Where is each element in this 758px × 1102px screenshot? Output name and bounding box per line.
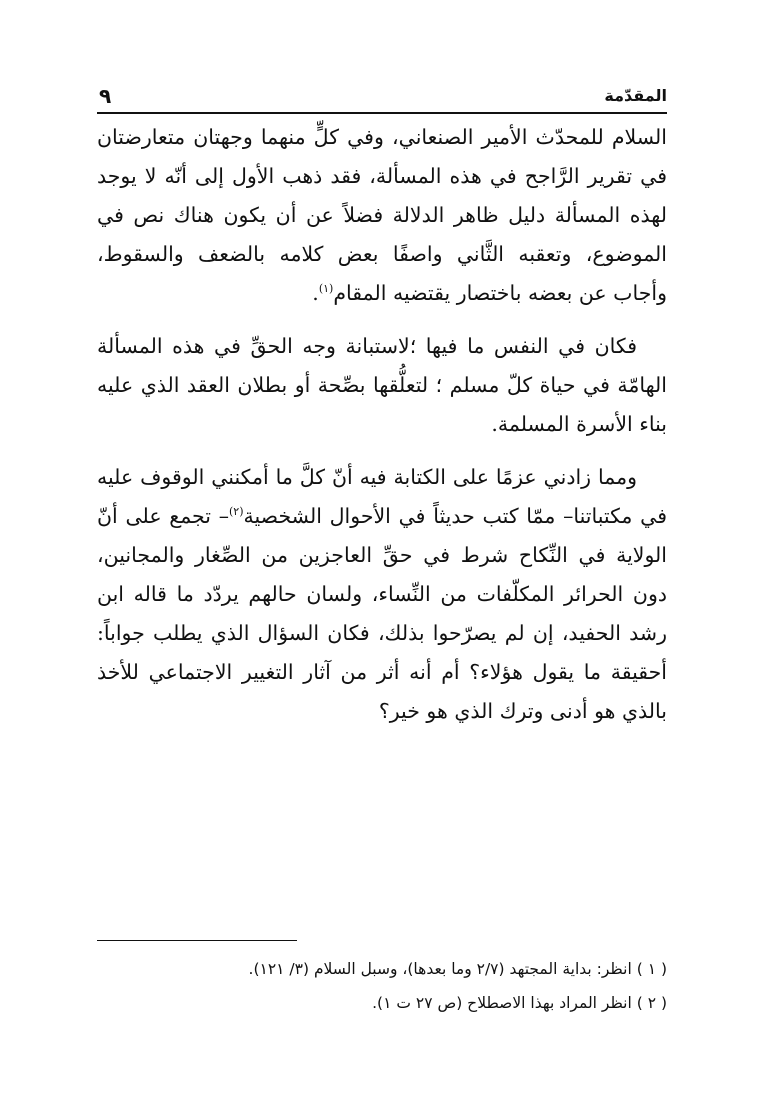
paragraph-3-rest: – تجمع على أنّ الولاية في النِّكاح شرط في حقِّ العاجزين من الصِّغار والمجانين، دون الحرائر المكلّفات من النِّساء، ولسان حالهم يردّد ما قاله ابن رشد الحفيد، إن لم يصرّحوا بذلك، فكان السؤال الذي يطلب جواباً: أحقيقة ما يقول هؤلاء؟ أم أنه أثر من آثار التغيير الاجتماعي للأخذ بالذي هو أدنى وترك الذي هو خير؟ bbox=[97, 504, 667, 723]
footnote-separator bbox=[97, 940, 297, 941]
running-title: المقدّمة bbox=[604, 86, 667, 105]
footnotes bbox=[97, 952, 667, 1020]
footnote-1: ( ١ ) انظر: بداية المجتهد (٢/٧ وما بعدها)، وسبل السلام (٣/ ١٢١). bbox=[248, 960, 667, 978]
paragraph-3-text: ومما زادني عزمًا على الكتابة فيه أنّ كلَّ ما أمكنني الوقوف عليه في مكتباتنا– ممّا كتب حديثاً في الأحوال الشخصية bbox=[97, 465, 668, 528]
page-number: ٩ bbox=[99, 84, 112, 108]
footnote-ref-1: (١) bbox=[318, 282, 334, 296]
paragraph-3 bbox=[97, 458, 667, 731]
paragraph-2-text: فكان في النفس ما فيها ؛لاستبانة وجه الحقِّ في هذه المسألة الهامّة في حياة كلّ مسلم ؛ لتعلُّقها بصِّحة أو بطلان العقد الذي عليه بناء الأسرة المسلمة. bbox=[97, 334, 667, 436]
footnote-ref-2: (٢) bbox=[228, 505, 244, 519]
paragraph-1 bbox=[97, 118, 667, 313]
footnote-2: ( ٢ ) انظر المراد بهذا الاصطلاح (ص ٢٧ ت ١). bbox=[372, 994, 667, 1012]
paragraph-1-text: السلام للمحدّث الأمير الصنعاني، وفي كلٍّ منهما وجهتان متعارضتان في تقرير الرَّاجح في هذه المسألة، فقد ذهب الأول إلى أنّه لا يوجد لهذه المسألة دليل ظاهر الدلالة فضلاً عن أن يكون هناك نص في الموضوع، وتعقبه الثَّاني واصفًا بعض كلامه بالضعف والسقوط، وأجاب عن بعضه باختصار يقتضيه المقام bbox=[97, 125, 667, 305]
paragraph-2 bbox=[97, 327, 667, 444]
main-text bbox=[97, 118, 667, 745]
page-header bbox=[97, 84, 667, 114]
paragraph-1-end: . bbox=[312, 281, 319, 305]
